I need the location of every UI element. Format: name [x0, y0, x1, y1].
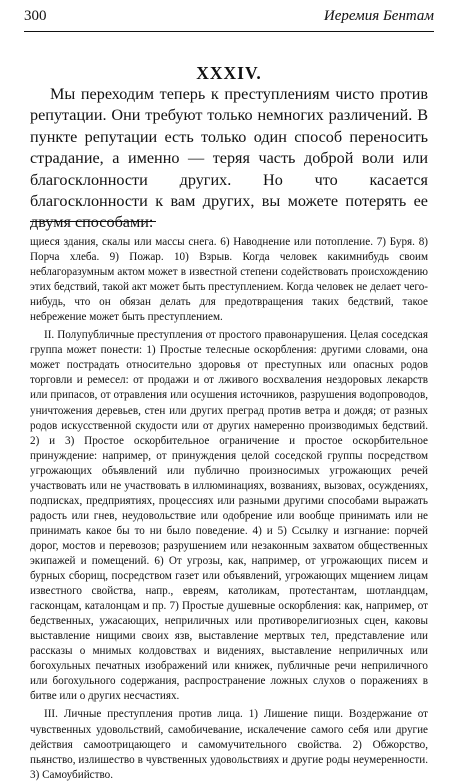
- footnote-separator: [30, 221, 156, 222]
- footnote-section-3: III. Личные преступления против лица. 1) Лишение пищи. Воздержание от чувственных удовольствий, самобичевание, искалечение самого себя или другие действия самоотрицающего и самомучительного свойства. 2) Обжорство, пьянство, излишество в чувственных удовольствиях и другие роды неумеренности. 3) Самоубийство.: [30, 708, 428, 781]
- running-title: Иеремия Бентам: [323, 8, 434, 24]
- main-paragraph: Мы переходим теперь к преступлениям чисто против репутации. Они требуют только немногих различений. В пункте репутации есть только один способ переносить страдание, а именно — теряя часть доброй воли или благосклонности других. Но что касается благосклонности к вам других, вы можете потерять ее двумя способами:: [30, 85, 428, 232]
- footnote-section-2: II. Полупубличные преступления от простого правонарушения. Целая соседская группа может понести: 1) Простые телесные оскорбления: другими словами, она может пострадать относительно здоровья от преступных или опасных родов торговли и ремесел: от продажи и от лживого восхваления нездоровых лекарств или припасов, от отравления или осушения источников, разрушения водопроводов, уничтожения деревьев, стен или других преград против ветра и дождя; от разных родов искусственной скудости или от других намеренно производимых бедствий. 2) и 3) Простое оскорбительное ограничение и простое оскорбительное принуждение: например, от принуждения целой соседской группы посредством угрожающих объявлений или публично произносимых угрожающих речей участвовать или не участвовать в иллюминациях, возваниях, вызовах, осуждениях, подписках, предприятиях, процессиях или разными другими способами выражать радость или гнев, неудовольствие или одобрение или вообще принимать или не принимать какое бы то ни было поведение. 4) и 5) Ссылку и изгнание: порчей дорог, мостов и перевозов; разрушением или незаконным захватом общественных экипажей и помещений. 6) От угрозы, как, например, от угрожающих писем и бурных сборищ, посредством газет или объявлений, угрожающих мщением лицам известного свойства, напр., евреям, католикам, протестантам, шотландцам, гасконцам, каталонцам и пр. 7) Простые душевные оскорбления: как, например, от бедственных, ужасающих, неприличных или противорелигиозных сцен, каковы выставление нищими своих язв, выставление мертвых тел, представление или рассказы о мнимых колдовствах и видениях, выставление неприличных или богохульных печатных изображений или книжек, публичные речи неприличного или богохульного содержания, распространение ложных слухов о поражениях в битве или о других несчастиях.: [30, 329, 428, 703]
- header-rule: [24, 31, 434, 32]
- footnotes: [30, 235, 428, 783]
- main-text: [30, 84, 428, 234]
- chapter-heading: XXXIV.: [196, 63, 262, 83]
- page-header: [24, 6, 434, 30]
- page-number: 300: [24, 8, 47, 24]
- footnote-continuation: щиеся здания, скалы или массы снега. 6) Наводнение или потопление. 7) Буря. 8) Порча хлеба. 9) Пожар. 10) Взрыв. Когда человек какимнибудь своим неблагоразумным актом может в известной степени содействовать происхождению этих бедствий, такой акт может быть преступлением. Когда человек не делает чего-нибудь, что он обязан делать для предотвращения таких бедствий, такое небрежение может быть преступлением.: [30, 236, 428, 324]
